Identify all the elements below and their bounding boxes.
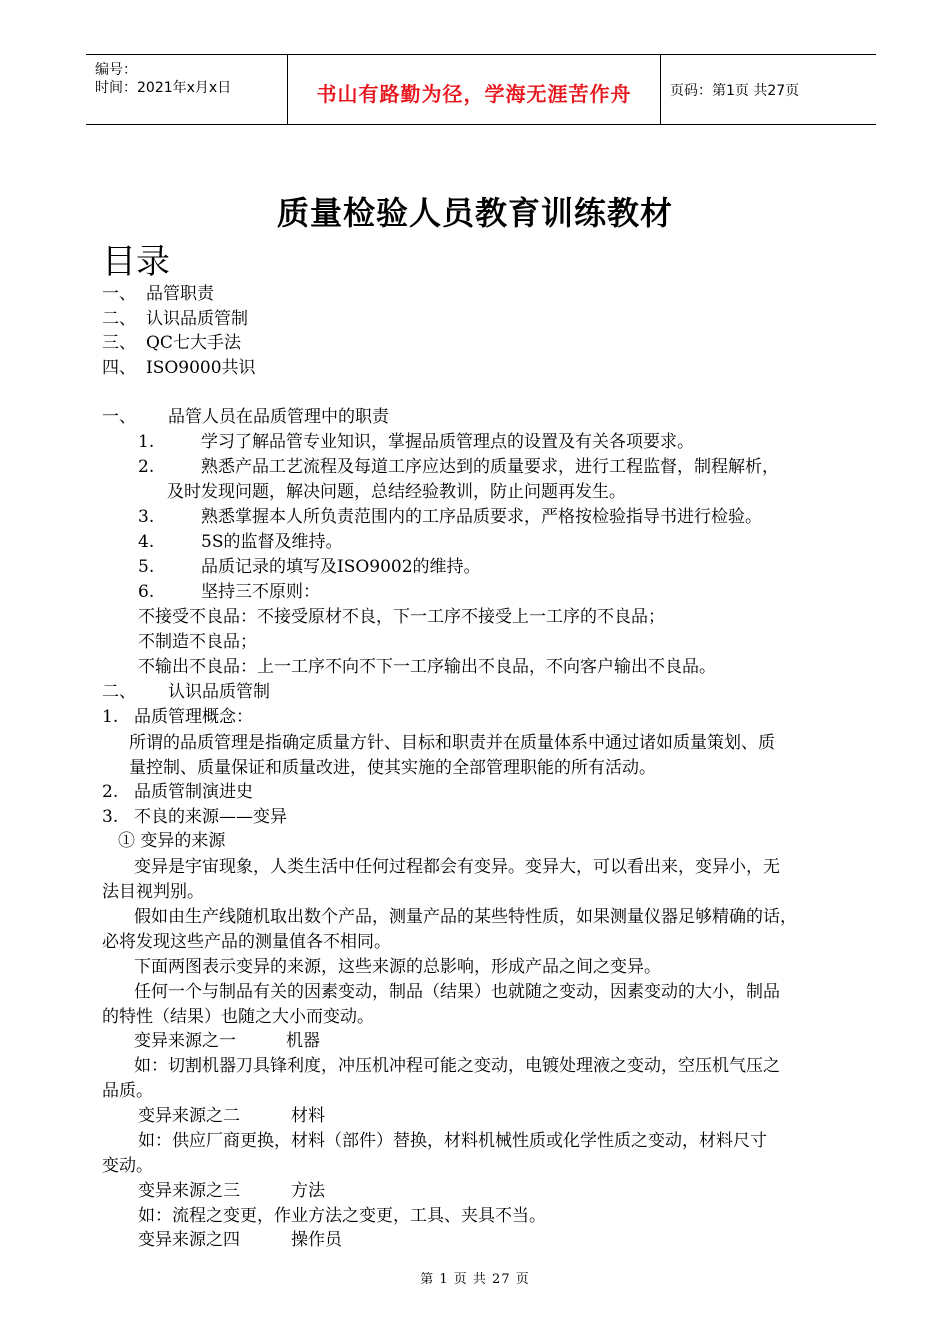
principle-line: 不接受不良品：不接受原材不良，下一工序不接受上一工序的不良品； xyxy=(138,607,665,627)
header-meta-cell xyxy=(86,55,288,124)
variation-example: 品质。 xyxy=(102,1081,153,1101)
variation-source-label: 变异来源之四 xyxy=(138,1230,240,1250)
page-number-label: 页码：第1页 共27页 xyxy=(670,83,800,99)
section-title: 品管人员在品质管理中的职责 xyxy=(168,407,389,427)
toc-heading: 目录 xyxy=(102,242,170,282)
principle-line: 不制造不良品； xyxy=(138,632,257,652)
variation-example: 变动。 xyxy=(102,1156,153,1176)
duty-item-number: 5. xyxy=(138,557,155,577)
toc-item-number: 一、 xyxy=(102,284,136,304)
duty-item-number: 4. xyxy=(138,532,155,552)
section-number: 一、 xyxy=(102,407,136,427)
duty-item-text: 学习了解品管专业知识，掌握品质管理点的设置及有关各项要求。 xyxy=(201,432,694,452)
paragraph-line: 变异是宇宙现象，人类生活中任何过程都会有变异。变异大，可以看出来，变异小，无 xyxy=(134,857,780,877)
duty-item-number: 6. xyxy=(138,582,155,602)
paragraph-line: 任何一个与制品有关的因素变动，制品（结果）也就随之变动，因素变动的大小，制品 xyxy=(134,982,780,1002)
subsection-title: 品质管理概念： xyxy=(134,707,253,727)
paragraph-line: 法目视判别。 xyxy=(102,882,204,902)
header-page-cell xyxy=(661,55,876,124)
duty-item-number: 3. xyxy=(138,507,155,527)
toc-item-number: 三、 xyxy=(102,333,136,353)
time-label: 时间：2021年x月x日 xyxy=(95,80,232,96)
duty-item-text: 品质记录的填写及ISO9002的维持。 xyxy=(201,557,481,577)
subsection-title: 品质管制演进史 xyxy=(134,782,253,802)
serial-label: 编号： xyxy=(95,62,137,78)
page-header xyxy=(86,54,876,125)
subsection-number: 1. xyxy=(102,707,119,727)
variation-source-label: 变异来源之一 xyxy=(134,1031,236,1051)
variation-source-name: 机器 xyxy=(286,1031,320,1051)
sub-subsection-heading: ① 变异的来源 xyxy=(118,831,226,851)
variation-source-label: 变异来源之二 xyxy=(138,1106,240,1126)
duty-item-text: 5S的监督及维持。 xyxy=(201,532,343,552)
toc-item-text: ISO9000共识 xyxy=(146,358,256,378)
variation-example: 如：切割机器刀具锋利度，冲压机冲程可能之变动，电镀处理液之变动，空压机气压之 xyxy=(134,1056,780,1076)
variation-source-label: 变异来源之三 xyxy=(138,1181,240,1201)
page-footer: 第 1 页 共 27 页 xyxy=(420,1272,530,1287)
paragraph-line: 下面两图表示变异的来源，这些来源的总影响，形成产品之间之变异。 xyxy=(134,957,661,977)
variation-example: 如：供应厂商更换，材料（部件）替换，材料机械性质或化学性质之变动，材料尺寸 xyxy=(138,1131,767,1151)
subsection-title: 不良的来源——变异 xyxy=(134,807,287,827)
variation-source-name: 方法 xyxy=(291,1181,325,1201)
variation-source-name: 操作员 xyxy=(291,1230,342,1250)
toc-item-text: 认识品质管制 xyxy=(146,309,248,329)
paragraph-line: 必将发现这些产品的测量值各不相同。 xyxy=(102,932,391,952)
paragraph-line: 的特性（结果）也随之大小而变动。 xyxy=(102,1007,374,1027)
variation-example: 如：流程之变更，作业方法之变更，工具、夹具不当。 xyxy=(138,1206,546,1226)
duty-item-number: 1. xyxy=(138,432,155,452)
paragraph-line: 假如由生产线随机取出数个产品，测量产品的某些特性质，如果测量仪器足够精确的话， xyxy=(134,907,797,927)
section-title: 认识品质管制 xyxy=(168,682,270,702)
variation-source-name: 材料 xyxy=(291,1106,325,1126)
toc-item-number: 二、 xyxy=(102,309,136,329)
section-number: 二、 xyxy=(102,682,136,702)
subsection-number: 3. xyxy=(102,807,119,827)
document-title: 质量检验人员教育训练教材 xyxy=(276,194,673,232)
motto: 书山有路勤为径，学海无涯苦作舟 xyxy=(316,82,632,106)
toc-item-text: QC七大手法 xyxy=(146,333,241,353)
duty-item-text: 熟悉产品工艺流程及每道工序应达到的质量要求，进行工程监督，制程解析， xyxy=(201,457,779,477)
toc-item-text: 品管职责 xyxy=(146,284,214,304)
toc-item-number: 四、 xyxy=(102,358,136,378)
header-motto-cell xyxy=(288,55,661,124)
duty-item-text: 熟悉掌握本人所负责范围内的工序品质要求，严格按检验指导书进行检验。 xyxy=(201,507,762,527)
principle-line: 不输出不良品：上一工序不向不下一工序输出不良品，不向客户输出不良品。 xyxy=(138,657,716,677)
paragraph-line: 量控制、质量保证和质量改进，使其实施的全部管理职能的所有活动。 xyxy=(129,758,656,778)
paragraph-line: 所谓的品质管理是指确定质量方针、目标和职责并在质量体系中通过诸如质量策划、质 xyxy=(129,733,775,753)
subsection-number: 2. xyxy=(102,782,119,802)
duty-item-text: 坚持三不原则： xyxy=(201,582,320,602)
duty-item-continuation: 及时发现问题，解决问题，总结经验教训，防止问题再发生。 xyxy=(167,482,626,502)
duty-item-number: 2. xyxy=(138,457,155,477)
